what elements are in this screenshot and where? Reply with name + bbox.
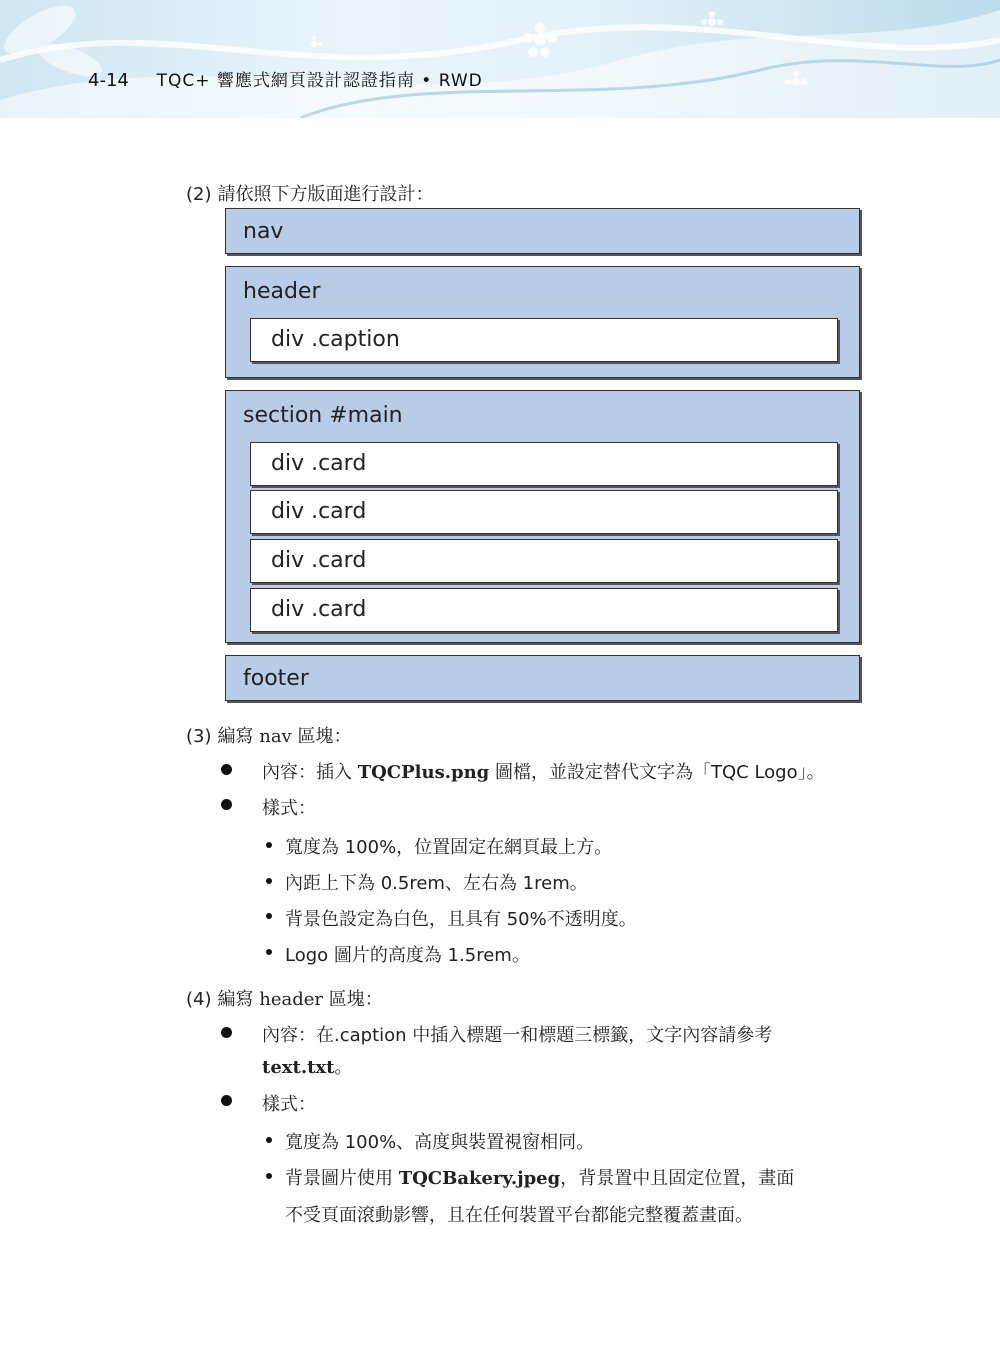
block-label: div .card — [271, 548, 367, 573]
step-text: 區塊： — [323, 989, 383, 1010]
layout-card-block — [250, 442, 838, 486]
layout-main-block — [225, 390, 860, 643]
step-3-style-item: 背景色設定為白色，且具有 50%不透明度。 — [285, 909, 637, 930]
bullet-icon — [221, 1095, 232, 1106]
bullet-icon — [221, 1027, 232, 1038]
sub-bullet-icon — [266, 878, 272, 884]
block-label: footer — [243, 666, 309, 691]
step-4-style-item — [285, 1164, 794, 1190]
text: 內容：插入 — [262, 762, 358, 783]
layout-caption-block — [250, 318, 838, 362]
step-number: (4) — [186, 989, 212, 1010]
block-label: div .card — [271, 499, 367, 524]
step-number: (2) — [186, 184, 212, 205]
text: 背景圖片使用 — [285, 1168, 399, 1189]
running-head — [88, 66, 483, 91]
block-label: div .card — [271, 451, 367, 476]
step-4-style-label: 樣式： — [262, 1094, 316, 1115]
block-label: div .card — [271, 597, 367, 622]
book-title: TQC+ 響應式網頁設計認證指南 • RWD — [156, 71, 483, 91]
step-3-style-item: Logo 圖片的高度為 1.5rem。 — [285, 945, 530, 966]
sub-bullet-icon — [266, 913, 272, 919]
step-3-content — [262, 758, 825, 784]
filename: TQCBakery.jpeg — [398, 1168, 561, 1189]
banner-swirl-decoration — [0, 0, 1000, 118]
block-label: header — [243, 279, 321, 304]
filename: text.txt — [262, 1057, 335, 1078]
sub-bullet-icon — [266, 949, 272, 955]
step-3-heading — [186, 722, 351, 748]
step-text: 編寫 — [217, 989, 260, 1010]
step-4-style-item-cont: 不受頁面滾動影響，且在任何裝置平台都能完整覆蓋畫面。 — [285, 1205, 753, 1226]
step-code: nav — [259, 726, 292, 747]
step-text: 編寫 — [217, 726, 260, 747]
page-number: 4-14 — [88, 70, 129, 91]
sub-bullet-icon — [266, 842, 272, 848]
layout-card-block — [250, 490, 838, 534]
block-label: nav — [243, 219, 284, 244]
text: 圖檔，並設定替代文字為「TQC Logo」。 — [489, 762, 825, 783]
step-4-heading — [186, 985, 383, 1011]
step-text: 請依照下方版面進行設計： — [217, 184, 434, 205]
block-label: div .caption — [271, 327, 400, 352]
step-3-style-item: 內距上下為 0.5rem、左右為 1rem。 — [285, 873, 588, 894]
step-2-heading — [186, 180, 434, 206]
step-4-content-line1: 內容：在.caption 中插入標題一和標題三標籤，文字內容請參考 — [262, 1025, 773, 1046]
layout-card-block — [250, 588, 838, 632]
text: ，背景置中且固定位置，畫面 — [560, 1168, 795, 1189]
bullet-icon — [221, 799, 232, 810]
layout-card-block — [250, 539, 838, 583]
bullet-icon — [221, 764, 232, 775]
text: 。 — [334, 1057, 353, 1078]
sub-bullet-icon — [266, 1173, 272, 1179]
step-4-content-line2 — [262, 1053, 352, 1079]
block-label: section #main — [243, 403, 403, 428]
step-3-style-label: 樣式： — [262, 798, 316, 819]
step-text: 區塊： — [291, 726, 352, 747]
step-4-style-item: 寬度為 100%、高度與裝置視窗相同。 — [285, 1132, 595, 1153]
step-number: (3) — [186, 726, 212, 747]
layout-footer-block — [225, 655, 860, 701]
layout-nav-block — [225, 208, 860, 254]
step-3-style-item: 寬度為 100%，位置固定在網頁最上方。 — [285, 837, 613, 858]
step-code: header — [259, 989, 323, 1010]
filename: TQCPlus.png — [357, 762, 490, 783]
page-banner — [0, 0, 1000, 118]
layout-header-block — [225, 266, 860, 378]
sub-bullet-icon — [266, 1137, 272, 1143]
